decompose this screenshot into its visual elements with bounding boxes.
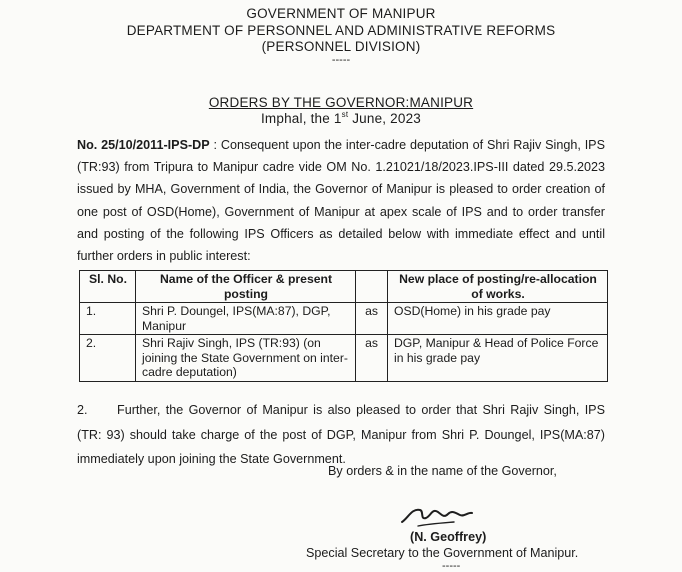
row-new-posting: DGP, Manipur & Head of Police Force in his grade pay	[388, 335, 608, 382]
row-officer-name: Shri Rajiv Singh, IPS (TR:93) (on joining the State Government on inter-cadre deputation)	[136, 335, 356, 382]
header-sl-no: Sl. No.	[80, 271, 136, 303]
table-row	[80, 303, 608, 335]
header-department: DEPARTMENT OF PERSONNEL AND ADMINISTRATIVE REFORMS	[126, 23, 556, 38]
header-new-posting: New place of posting/re-allocation of works.	[388, 271, 608, 303]
signatory-designation: Special Secretary to the Government of Manipur.	[306, 546, 579, 560]
table-header-row	[80, 271, 608, 303]
paragraph-2-body: Further, the Governor of Manipur is also pleased to order that Shri Rajiv Singh, IPS (TR: 93) should take charge of the post of DGP, Manipur from Shri P. Doungel, IPS(MA:87) immediately upon joining the State Government.	[77, 403, 605, 466]
row-as: as	[356, 335, 388, 382]
order-date	[0, 111, 682, 126]
by-orders-line: By orders & in the name of the Governor,	[328, 464, 557, 478]
row-as: as	[356, 303, 388, 335]
table-row	[80, 335, 608, 382]
paragraph-1	[77, 134, 605, 267]
order-number: No. 25/10/2011-IPS-DP	[77, 138, 210, 152]
paragraph-2-number: 2.	[77, 403, 88, 417]
footer-separator: -----	[442, 560, 461, 572]
header-division: (PERSONNEL DIVISION)	[261, 39, 421, 54]
header-separator: -----	[331, 54, 351, 66]
order-date-rest: June, 2023	[348, 111, 422, 126]
row-sl-no: 1.	[80, 303, 136, 335]
header-officer-name: Name of the Officer & present posting	[136, 271, 356, 303]
paragraph-2	[77, 398, 605, 472]
order-title	[0, 95, 682, 110]
row-new-posting: OSD(Home) in his grade pay	[388, 303, 608, 335]
header-government: GOVERNMENT OF MANIPUR	[246, 6, 436, 21]
order-place: Imphal, the 1	[260, 111, 342, 126]
order-date-suffix: st	[341, 110, 349, 119]
paragraph-1-body: : Consequent upon the inter-cadre deputation of Shri Rajiv Singh, IPS (TR:93) from Tripura to Manipur cadre vide OM No. 1.21021/18/2023.IPS-III dated 29.5.2023 issued by MHA, Government of India, the Governor of Manipur is pleased to order creation of one post of OSD(Home), Government of Manipur at apex scale of IPS and to order transfer and posting of the following IPS Officers as detailed below with immediate effect and until further orders in public interest:	[77, 138, 605, 264]
header-as	[356, 271, 388, 303]
signatory-name: (N. Geoffrey)	[410, 530, 487, 544]
posting-table	[79, 270, 608, 382]
row-officer-name: Shri P. Doungel, IPS(MA:87), DGP, Manipur	[136, 303, 356, 335]
row-sl-no: 2.	[80, 335, 136, 382]
signature-icon	[398, 500, 478, 530]
order-title-text: ORDERS BY THE GOVERNOR:MANIPUR	[208, 95, 474, 110]
